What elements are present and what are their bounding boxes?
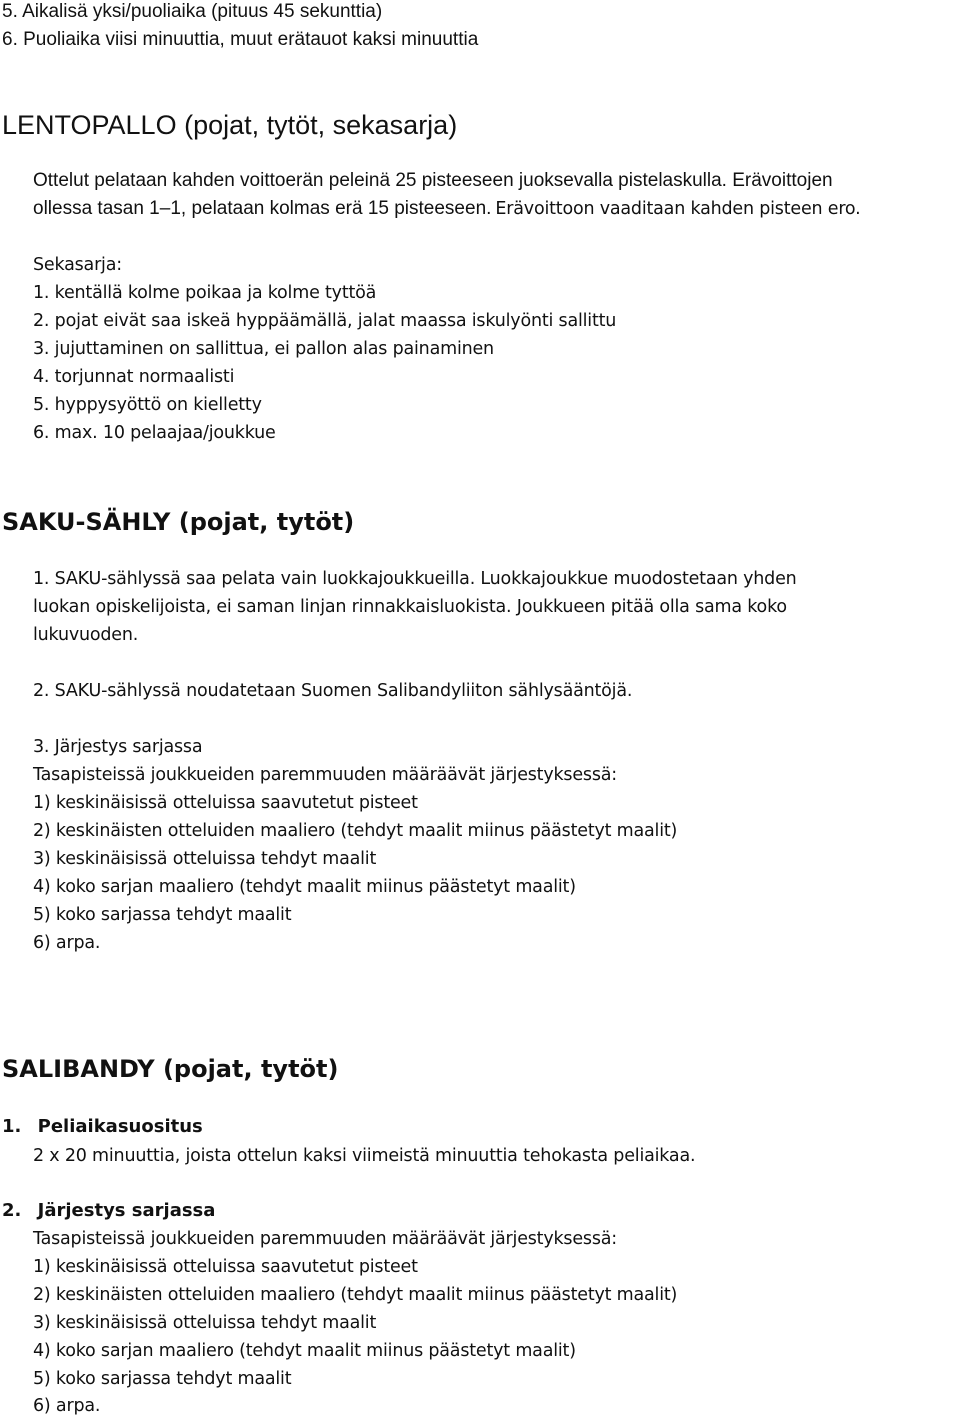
sakusahly-rule3-title: 3. Järjestys sarjassa (33, 737, 203, 757)
sekasarja-label: Sekasarja: (33, 255, 122, 275)
lentopallo-para-line2-a: ollessa tasan 1–1, pelataan kolmas erä 15 pisteeseen. (33, 198, 492, 219)
salibandy-sub1-heading (2, 1113, 203, 1141)
sekasarja-rule: 3. jujuttaminen on sallittua, ei pallon alas painaminen (33, 339, 494, 359)
lentopallo-para-line1: Ottelut pelataan kahden voittoerän peleinä 25 pisteeseen juoksevalla pistelaskulla. Erävoittojen (33, 170, 833, 191)
salibandy-sub2-title: Järjestys sarjassa (37, 1200, 216, 1221)
salibandy-order-item: 2) keskinäisten otteluiden maaliero (tehdyt maalit miinus päästetyt maalit) (33, 1285, 678, 1305)
sekasarja-rule: 5. hyppysyöttö on kielletty (33, 395, 262, 415)
salibandy-order-item: 3) keskinäisissä otteluissa tehdyt maalit (33, 1313, 377, 1333)
sakusahly-rule2: 2. SAKU-sählyssä noudatetaan Suomen Salibandyliiton sählysääntöjä. (33, 681, 633, 701)
salibandy-sub1-text: 2 x 20 minuuttia, joista ottelun kaksi viimeistä minuuttia tehokasta peliaikaa. (33, 1146, 696, 1166)
sekasarja-rule: 1. kentällä kolme poikaa ja kolme tyttöä (33, 283, 377, 303)
sakusahly-rule1-line1: 1. SAKU-sählyssä saa pelata vain luokkajoukkueilla. Luokkajoukkue muodostetaan yhden (33, 569, 797, 589)
intro-line-5: 5. Aikalisä yksi/puoliaika (pituus 45 sekunttia) (2, 1, 383, 22)
lentopallo-heading: LENTOPALLO (pojat, tytöt, sekasarja) (2, 110, 458, 140)
sakusahly-order-item: 5) koko sarjassa tehdyt maalit (33, 905, 292, 925)
salibandy-heading: SALIBANDY (pojat, tytöt) (2, 1055, 339, 1083)
sekasarja-rule: 2. pojat eivät saa iskeä hyppäämällä, jalat maassa iskulyönti sallittu (33, 311, 617, 331)
sakusahly-order-item: 4) koko sarjan maaliero (tehdyt maalit miinus päästetyt maalit) (33, 877, 576, 897)
sakusahly-heading: SAKU-SÄHLY (pojat, tytöt) (2, 508, 355, 536)
lentopallo-para-line2-b: Erävoittoon vaaditaan kahden pisteen ero. (495, 199, 861, 219)
sakusahly-order-item: 2) keskinäisten otteluiden maaliero (tehdyt maalit miinus päästetyt maalit) (33, 821, 678, 841)
salibandy-order-item: 1) keskinäisissä otteluissa saavutetut pisteet (33, 1257, 418, 1277)
intro-line-6: 6. Puoliaika viisi minuuttia, muut erätauot kaksi minuuttia (2, 29, 479, 50)
salibandy-sub1-number: 1. (2, 1116, 22, 1137)
sakusahly-rule1-line3: lukuvuoden. (33, 625, 139, 645)
sakusahly-order-item: 1) keskinäisissä otteluissa saavutetut pisteet (33, 793, 418, 813)
salibandy-order-item: 6) arpa. (33, 1396, 101, 1416)
salibandy-sub1-title: Peliaikasuositus (37, 1116, 203, 1137)
salibandy-order-item: 4) koko sarjan maaliero (tehdyt maalit miinus päästetyt maalit) (33, 1341, 576, 1361)
sakusahly-order-item: 6) arpa. (33, 933, 101, 953)
salibandy-sub2-heading (2, 1197, 215, 1225)
salibandy-sub2-number: 2. (2, 1200, 22, 1221)
lentopallo-para-line2 (33, 195, 861, 224)
sekasarja-rule: 6. max. 10 pelaajaa/joukkue (33, 423, 276, 443)
salibandy-order-item: 5) koko sarjassa tehdyt maalit (33, 1369, 292, 1389)
salibandy-order-intro: Tasapisteissä joukkueiden paremmuuden määräävät järjestyksessä: (33, 1229, 617, 1249)
sakusahly-order-intro: Tasapisteissä joukkueiden paremmuuden määräävät järjestyksessä: (33, 765, 617, 785)
sekasarja-rule: 4. torjunnat normaalisti (33, 367, 235, 387)
sakusahly-rule1-line2: luokan opiskelijoista, ei saman linjan rinnakkaisluokista. Joukkueen pitää olla sama koko (33, 597, 787, 617)
sakusahly-order-item: 3) keskinäisissä otteluissa tehdyt maalit (33, 849, 377, 869)
